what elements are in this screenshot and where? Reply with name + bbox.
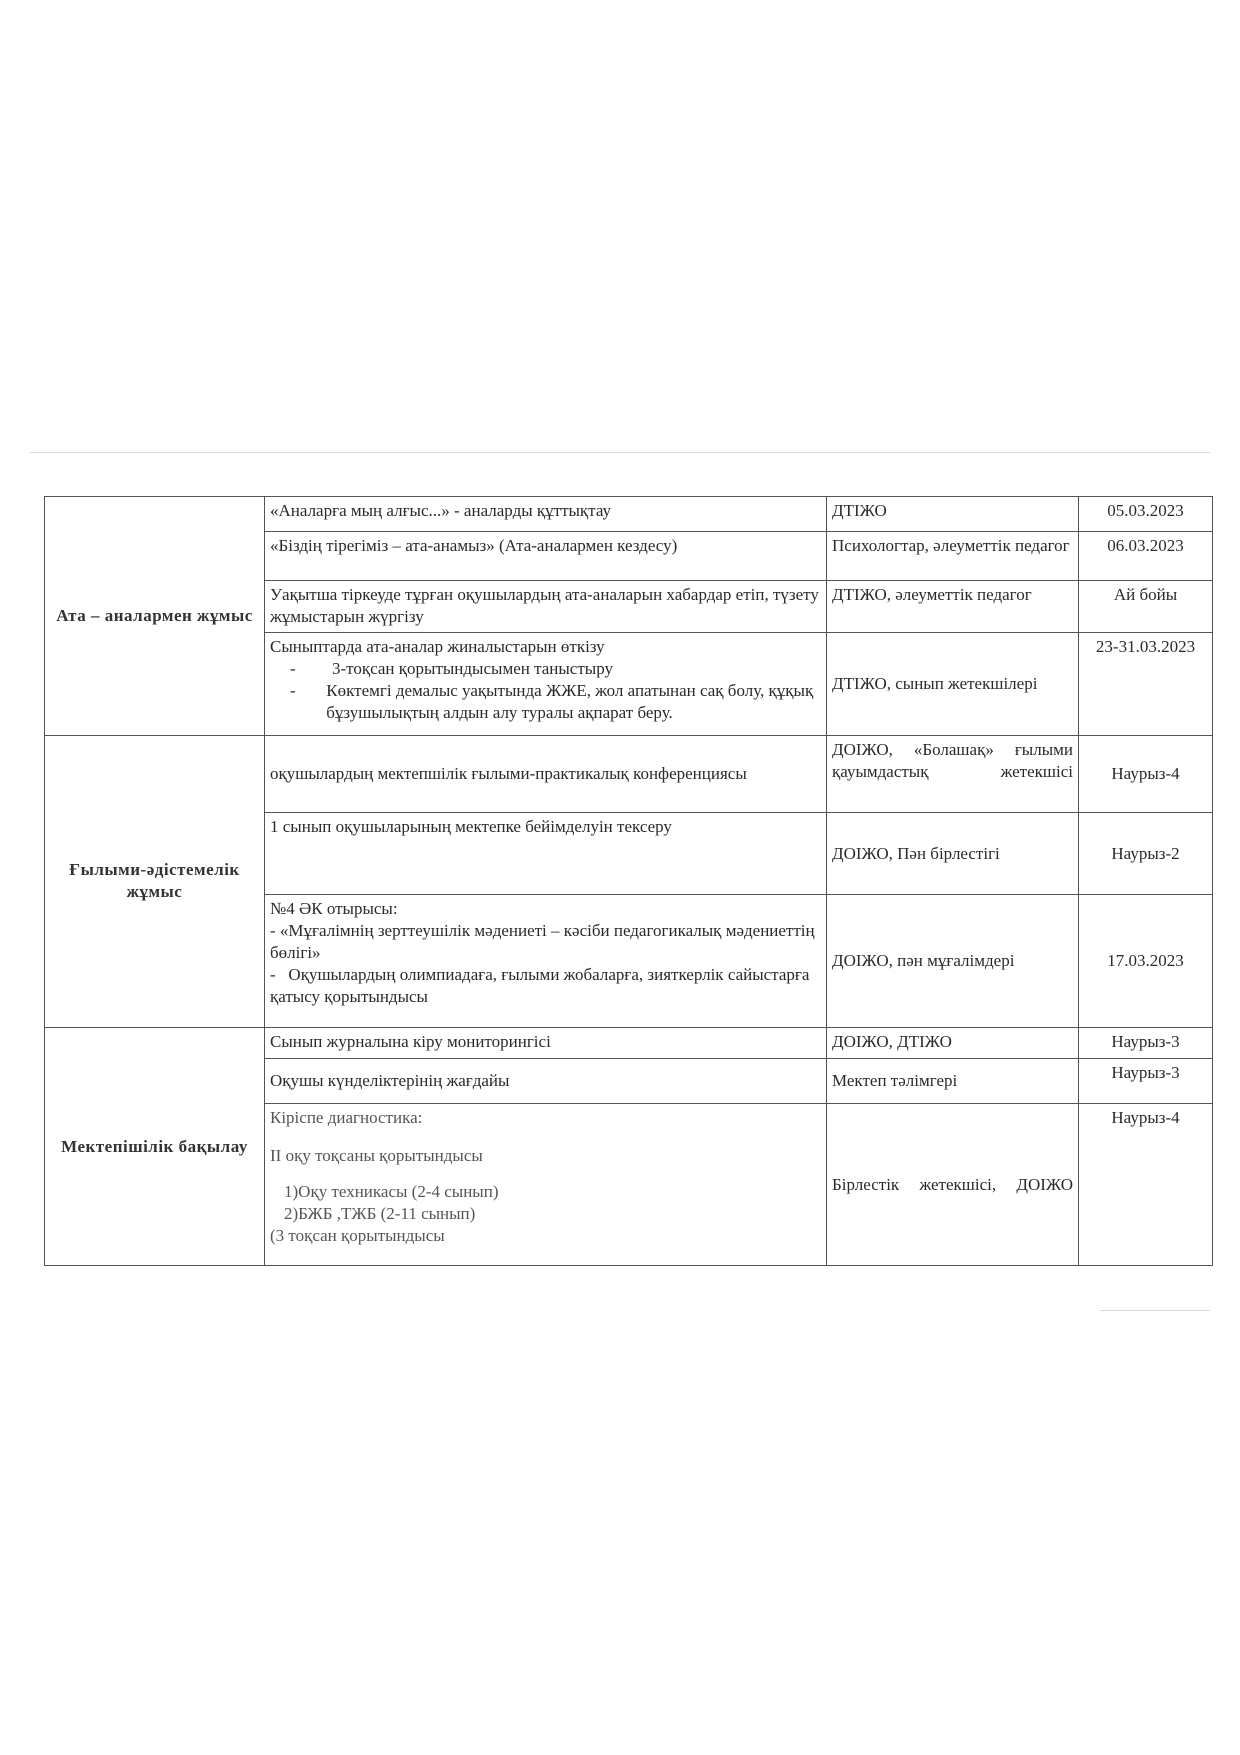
event-cell bbox=[265, 1104, 827, 1266]
event-cell: оқушылардың мектепшілік ғылыми-практикалық конференциясы bbox=[265, 735, 827, 813]
responsible-cell: Психологтар, әлеуметтік педагог bbox=[827, 531, 1079, 580]
date-cell: Ай бойы bbox=[1079, 580, 1213, 632]
responsible-cell: ДОІЖО, «Болашақ» ғылыми қауымдастық жетекшісі bbox=[827, 735, 1079, 813]
table-row bbox=[45, 497, 1213, 532]
list-item-text: Оқушылардың олимпиадаға, ғылыми жобаларға, зияткерлік сайыстарға қатысу қорытындысы bbox=[270, 965, 810, 1007]
date-cell: Наурыз-2 bbox=[1079, 813, 1213, 895]
list-item: - «Мұғалімнің зерттеушілік мәдениеті – кәсіби педагогикалық мәдениеттің бөлігі» bbox=[270, 921, 815, 963]
responsible-cell: ДТІЖО bbox=[827, 497, 1079, 532]
responsible-cell: ДТІЖО, әлеуметтік педагог bbox=[827, 580, 1079, 632]
list-item bbox=[270, 680, 821, 724]
list-item: II оқу тоқсаны қорытындысы bbox=[270, 1146, 483, 1166]
date-cell: 05.03.2023 bbox=[1079, 497, 1213, 532]
event-cell: Уақытша тіркеуде тұрған оқушылардың ата-аналарын хабардар етіп, түзету жұмыстарын жүргізу bbox=[265, 580, 827, 632]
section-title-methodical: Ғылыми-әдістемелік жұмыс bbox=[45, 735, 265, 1028]
responsible-cell: ДОІЖО, Пән бірлестігі bbox=[827, 813, 1079, 895]
date-cell: Наурыз-4 bbox=[1079, 735, 1213, 813]
event-heading: Кіріспе диагностика: bbox=[270, 1108, 423, 1128]
event-cell: Оқушы күнделіктерінің жағдайы bbox=[265, 1059, 827, 1104]
responsible-cell: ДОІЖО, пән мұғалімдері bbox=[827, 895, 1079, 1028]
event-cell: 1 сынып оқушыларының мектепке бейімделуін тексеру bbox=[265, 813, 827, 895]
date-cell: Наурыз-4 bbox=[1079, 1104, 1213, 1266]
list-item: (3 тоқсан қорытындысы bbox=[270, 1226, 445, 1246]
event-cell bbox=[265, 633, 827, 735]
table-row bbox=[45, 1028, 1213, 1059]
table-row bbox=[45, 735, 1213, 813]
date-cell: Наурыз-3 bbox=[1079, 1028, 1213, 1059]
event-heading: Сыныптарда ата-аналар жиналыстарын өткізу bbox=[270, 637, 605, 657]
event-cell bbox=[265, 895, 827, 1028]
list-item: - Оқушылардың олимпиадаға, ғылыми жобаларға, зияткерлік сайыстарға қатысу қорытындысы bbox=[270, 965, 810, 1007]
scan-edge-bottom bbox=[1100, 1310, 1210, 1311]
event-heading: №4 ӘК отырысы: bbox=[270, 899, 398, 919]
responsible-cell: ДОІЖО, ДТІЖО bbox=[827, 1028, 1079, 1059]
date-cell: 17.03.2023 bbox=[1079, 895, 1213, 1028]
list-item: 1)Оқу техникасы (2-4 сынып) bbox=[284, 1182, 499, 1202]
list-item bbox=[270, 658, 821, 680]
date-cell: 23-31.03.2023 bbox=[1079, 633, 1213, 735]
scan-edge-top bbox=[30, 452, 1210, 453]
event-cell: «Аналарға мың алғыс...» - аналарды құттықтау bbox=[265, 497, 827, 532]
dash-bullet: - bbox=[290, 681, 296, 701]
section-title-parents: Ата – аналармен жұмыс bbox=[45, 497, 265, 736]
dash-bullet: - bbox=[290, 659, 296, 679]
event-cell: «Біздің тірегіміз – ата-анамыз» (Ата-аналармен кездесу) bbox=[265, 531, 827, 580]
date-cell: Наурыз-3 bbox=[1079, 1059, 1213, 1104]
event-cell: Сынып журналына кіру мониторингісі bbox=[265, 1028, 827, 1059]
responsible-cell: ДТІЖО, сынып жетекшілері bbox=[827, 633, 1079, 735]
list-item-text: 3-тоқсан қорытындысымен таныстыру bbox=[332, 659, 613, 679]
section-title-control: Мектепішілік бақылау bbox=[45, 1028, 265, 1266]
date-cell: 06.03.2023 bbox=[1079, 531, 1213, 580]
responsible-cell: Мектеп тәлімгері bbox=[827, 1059, 1079, 1104]
list-item-text: «Мұғалімнің зерттеушілік мәдениеті – кәсіби педагогикалық мәдениеттің бөлігі» bbox=[270, 921, 815, 963]
activity-plan-table bbox=[44, 496, 1213, 1266]
responsible-cell: Бірлестік жетекшісі, ДОІЖО bbox=[827, 1104, 1079, 1266]
list-item-text: Көктемгі демалыс уақытында ЖЖЕ, жол апатынан сақ болу, құқық бұзушылықтың алдын алу туралы ақпарат беру. bbox=[326, 681, 814, 723]
list-item: 2)БЖБ ,ТЖБ (2-11 сынып) bbox=[284, 1204, 476, 1224]
